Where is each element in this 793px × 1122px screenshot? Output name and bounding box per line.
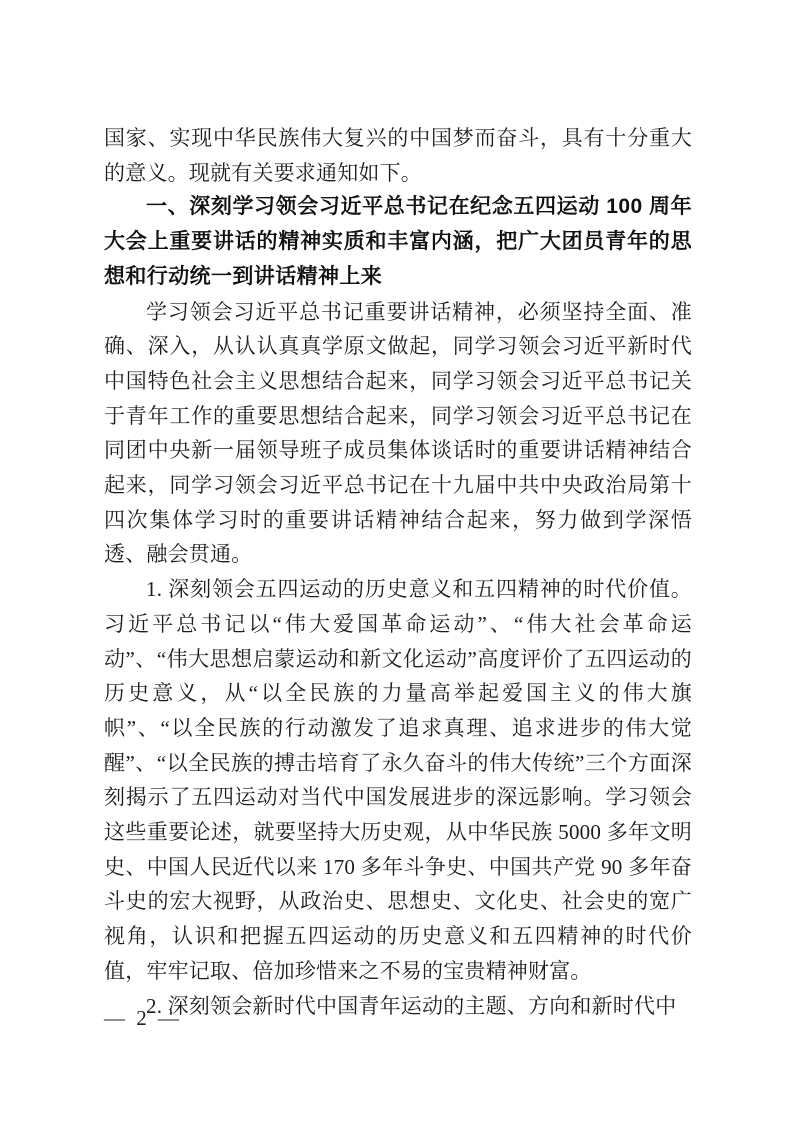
emphasis-lead-sentence: 1. 深刻领会五四运动的历史意义和五四精神的时代价值。 — [146, 577, 692, 602]
paragraph: 学习领会习近平总书记重要讲话精神，必须坚持全面、准确、深入，从认认真真学原文做起，同学习领会习近平新时代中国特色社会主义思想结合起来，同学习领会习近平总书记关于青年工作的重要思想结合起来，同学习领会习近平总书记在同团中央新一届领导班子成员集体谈话时的重要讲话精神结合起来，同学习领会习近平总书记在十九届中共中央政治局第十四次集体学习时的重要讲话精神结合起来，努力做到学深悟透、融会贯通。 — [104, 299, 692, 567]
paragraph: 1. 深刻领会五四运动的历史意义和五四精神的时代价值。习近平总书记以“伟大爱国革命运动”、“伟大社会革命运动”、“伟大思想启蒙运动和新文化运动”高度评价了五四运动的历史意义，从“以全民族的力量高举起爱国主义的伟大旗帜”、“以全民族的行动激发了追求真理、追求进步的伟大觉醒”、“以全民族的搏击培育了永久奋斗的伟大传统”三个方面深刻揭示了五四运动对当代中国发展进步的深远影响。学习领会这些重要论述，就要坚持大历史观，从中华民族 5000 多年文明史、中国人民近代以来 170 多年斗争史、中国共产党 90 多年奋斗史的宏大视野，从政治史、思想史、文化史、社会史的宽广视角，认识和把握五四运动的历史意义和五四精神的时代价值，牢牢记取、倍加珍惜来之不易的宝贵精神财富。 — [104, 577, 692, 983]
emphasis-lead-sentence: 2. 深刻领会新时代中国青年运动的主题、方向和新时代中 — [146, 993, 677, 1018]
section-heading: 一、深刻学习领会习近平总书记在纪念五四运动 100 周年大会上重要讲话的精神实质和丰富内涵，把广大团员青年的思想和行动统一到讲话精神上来 — [104, 195, 692, 288]
page-number: — 2 — — [104, 1006, 182, 1030]
document-body — [104, 121, 692, 1023]
paragraph — [104, 989, 692, 1024]
paragraph: 国家、实现中华民族伟大复兴的中国梦而奋斗，具有十分重大的意义。现就有关要求通知如下。 — [104, 126, 692, 185]
